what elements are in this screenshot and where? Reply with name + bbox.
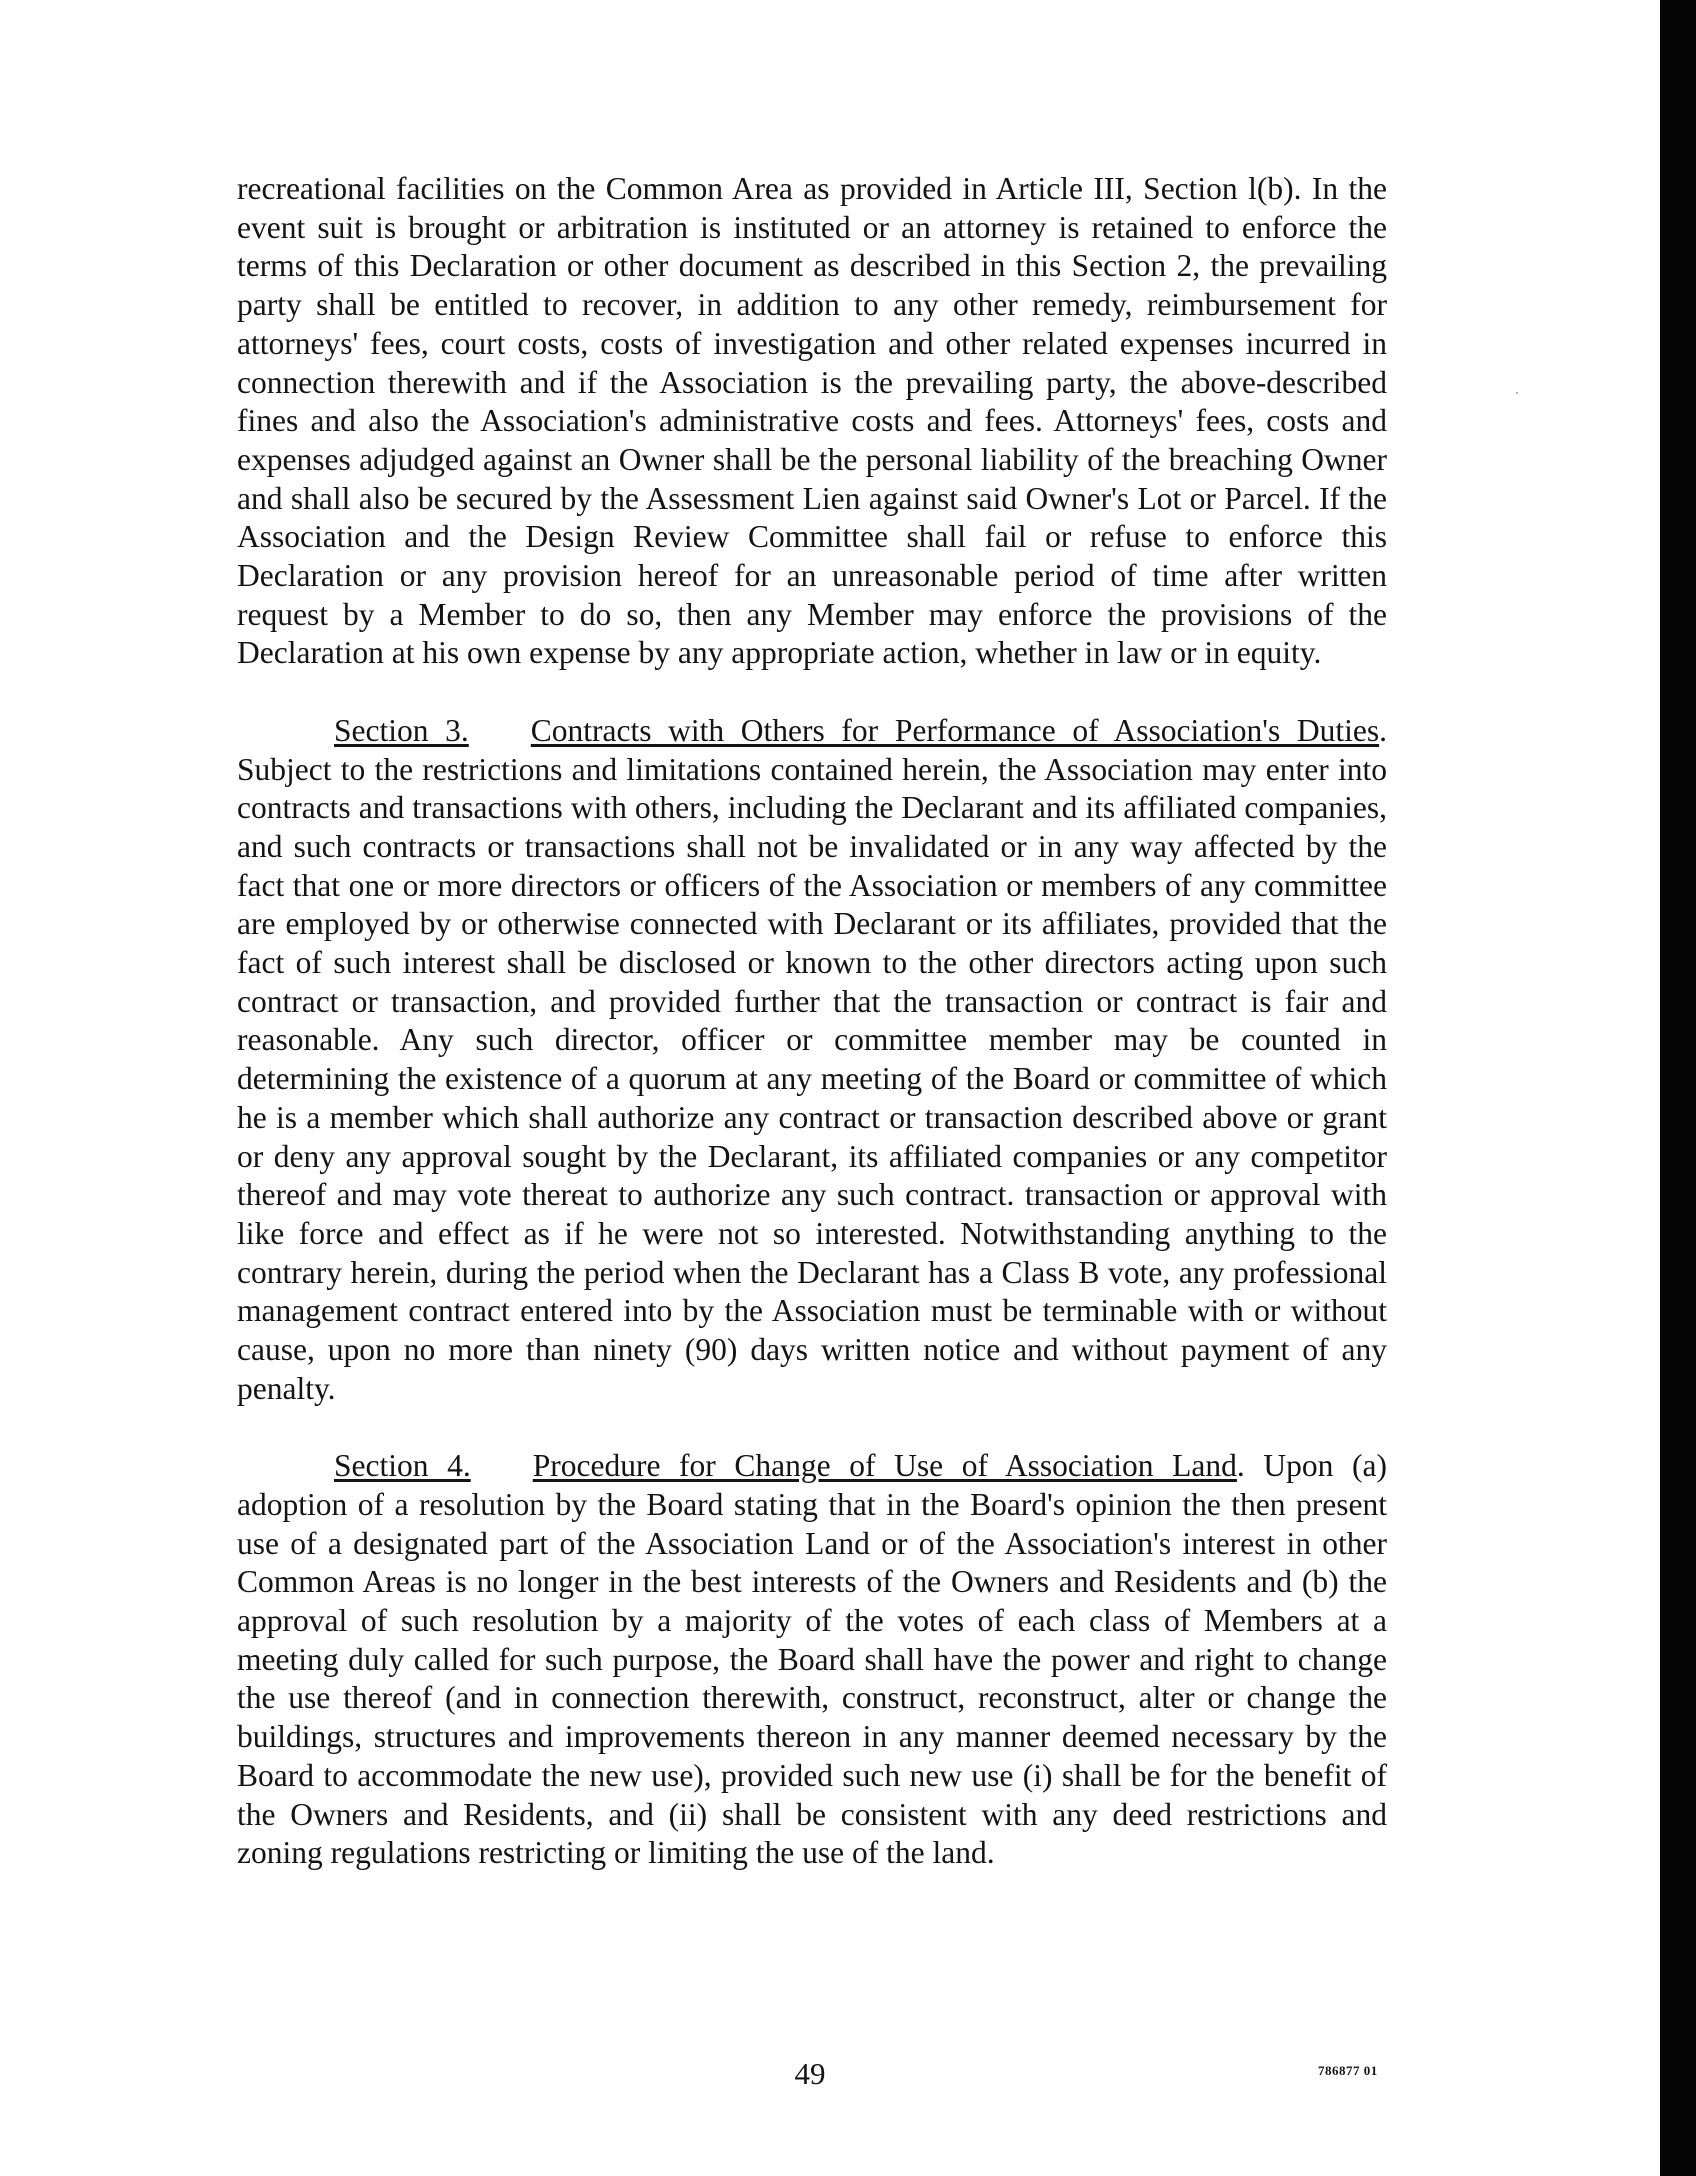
- section-3-title: Contracts with Others for Performance of Association's Duties: [530, 712, 1380, 748]
- page-body: [237, 170, 1387, 1912]
- paragraph-1-text: recreational facilities on the Common Area as provided in Article III, Section l(b). In the event suit is brought or arbitration is instituted or an attorney is retained to enforce the terms of this Declaration or other document as described in this Section 2, the prevailing party shall be entitled to recover, in addition to any other remedy, reimbursement for attorneys' fees, court costs, costs of investigation and other related expenses incurred in connection therewith and if the Association is the prevailing party, the above-described fines and also the Association's administrative costs and fees. Attorneys' fees, costs and expenses adjudged against an Owner shall be the personal liability of the breaching Owner and shall also be secured by the Assessment Lien against said Owner's Lot or Parcel. If the Association and the Design Review Committee shall fail or refuse to enforce this Declaration or any provision hereof for an unreasonable period of time after written request by a Member to do so, then any Member may enforce the provisions of the Declaration at his own expense by any appropriate action, whether in law or in equity.: [237, 171, 1387, 671]
- section-3-title-end: .: [1379, 712, 1387, 748]
- document-id: 786877 01: [1318, 2063, 1378, 2078]
- section-4-title: Procedure for Change of Use of Association Land: [532, 1448, 1237, 1484]
- section-3-paragraph: [237, 712, 1387, 1409]
- scan-edge-bar: [1660, 0, 1696, 2176]
- section-3-number: Section 3.: [334, 712, 469, 748]
- section-3-body: Subject to the restrictions and limitations contained herein, the Association may enter into contracts and transactions with others, including the Declarant and its affiliated companies, and such contracts or transactions shall not be invalidated or in any way affected by the fact that one or more directors or officers of the Association or members of any committee are employed by or otherwise connected with Declarant or its affiliates, provided that the fact of such interest shall be disclosed or known to the other directors acting upon such contract or transaction, and provided further that the transaction or contract is fair and reasonable. Any such director, officer or committee member may be counted in determining the existence of a quorum at any meeting of the Board or committee of which he is a member which shall authorize any contract or transaction described above or grant or deny any approval sought by the Declarant, its affiliated companies or any competitor thereof and may vote thereat to authorize any such contract. transaction or approval with like force and effect as if he were not so interested. Notwithstanding anything to the contrary herein, during the period when the Declarant has a Class B vote, any professional management contract entered into by the Association must be terminable with or without cause, upon no more than ninety (90) days written notice and without payment of any penalty.: [237, 751, 1387, 1406]
- section-4-title-end: .: [1236, 1448, 1245, 1484]
- section-4-body: Upon (a) adoption of a resolution by the Board stating that in the Board's opinion the then present use of a designated part of the Association Land or of the Association's interest in other Common Areas is no longer in the best interests of the Owners and Residents and (b) the approval of such resolution by a majority of the votes of each class of Members at a meeting duly called for such purpose, the Board shall have the power and right to change the use thereof (and in connection therewith, construct, reconstruct, alter or change the buildings, structures and improvements thereon in any manner deemed necessary by the Board to accommodate the new use), provided such new use (i) shall be for the benefit of the Owners and Residents, and (ii) shall be consistent with any deed restrictions and zoning regulations restricting or limiting the use of the land.: [237, 1448, 1387, 1871]
- scan-speck: [1516, 392, 1518, 394]
- section-4-number: Section 4.: [334, 1448, 471, 1484]
- page-number: 49: [794, 2056, 826, 2091]
- paragraph-enforcement-continued: [237, 170, 1387, 673]
- section-4-paragraph: [237, 1447, 1387, 1873]
